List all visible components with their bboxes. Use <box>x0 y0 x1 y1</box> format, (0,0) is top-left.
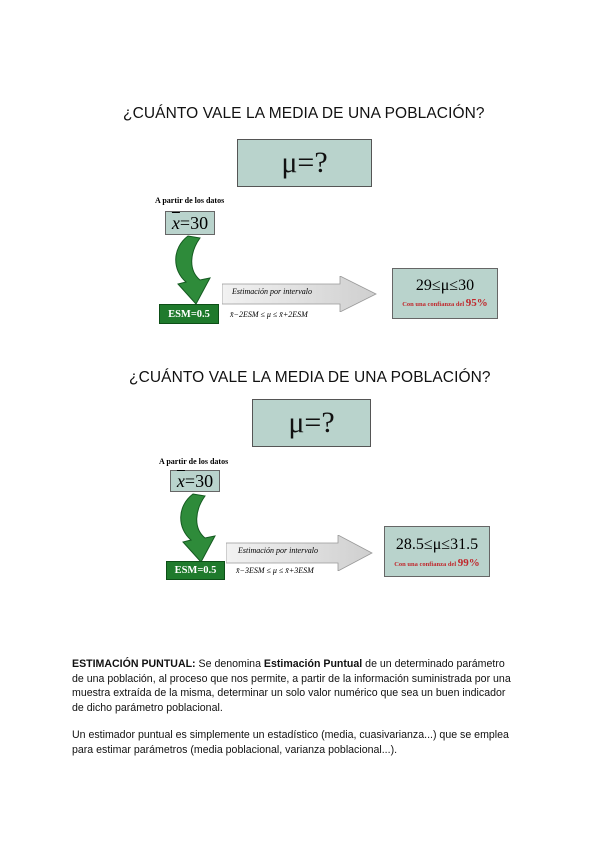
diagram-1-data-label: A partir de los datos <box>155 196 225 205</box>
term-estimacion-puntual: ESTIMACIÓN PUNTUAL: <box>72 658 196 670</box>
xbar-symbol: $\overline{x}$ <box>176 470 185 491</box>
paragraph-text: de un determinado parámetro de una población, al proceso que nos permite, a partir de la información suministrada por una muestra extraída de la misma, determinar un solo valor numérico que sea un buen indicador de dicho parámetro poblacional. <box>72 658 511 714</box>
confidence-text: Con una confianza del <box>402 301 465 308</box>
diagram-2-result: 28.5≤μ≤31.5 <box>395 536 479 553</box>
diagram-1-result: 29≤μ≤30 <box>415 277 475 294</box>
diagram-1-xbar-box <box>165 211 215 235</box>
diagram-1-formula: x̄−2ESM ≤ μ ≤ x̄+2ESM <box>230 310 308 319</box>
diagram-2-xbar-box <box>170 470 220 492</box>
diagram-2-arrow-label: Estimación por intervalo <box>238 546 318 555</box>
curved-arrow-icon <box>170 234 220 306</box>
diagram-2-heading: ¿CUÁNTO VALE LA MEDIA DE UNA POBLACIÓN? <box>129 369 491 386</box>
diagram-2-data-label: A partir de los datos <box>159 457 229 466</box>
diagram-1-confidence <box>393 297 497 309</box>
xbar-symbol: $\overline{x}$ <box>171 212 180 233</box>
diagram-1-heading: ¿CUÁNTO VALE LA MEDIA DE UNA POBLACIÓN? <box>123 105 485 122</box>
term-bold: Estimación Puntual <box>263 658 363 670</box>
diagram-1-result-box <box>392 268 498 319</box>
diagram-1-mu-box: μ=? <box>237 139 372 187</box>
paragraph-point-estimator: Un estimador puntual es simplemente un estadístico (media, cuasivarianza...) que se emplea para estimar parámetros (media poblacional, varianza poblacional...). <box>72 729 509 756</box>
diagram-2-mu-box: μ=? <box>252 399 371 447</box>
paragraph-text: Se denomina <box>195 658 264 670</box>
diagram-2-confidence <box>385 557 489 569</box>
diagram-2-result-box <box>384 526 490 577</box>
xbar-value: =30 <box>179 212 209 233</box>
xbar-value: =30 <box>184 470 214 491</box>
diagram-1-esm-box: ESM=0.5 <box>159 304 219 324</box>
diagram-1-arrow-label: Estimación por intervalo <box>232 287 312 296</box>
curved-arrow-icon <box>175 492 225 564</box>
diagram-2-esm-box: ESM=0.5 <box>166 561 225 580</box>
paragraph-point-estimation <box>72 657 512 715</box>
confidence-percent: 95% <box>465 297 488 309</box>
confidence-percent: 99% <box>457 557 480 569</box>
confidence-text: Con una confianza del <box>394 561 457 568</box>
diagram-2-formula: x̄−3ESM ≤ μ ≤ x̄+3ESM <box>236 566 314 575</box>
